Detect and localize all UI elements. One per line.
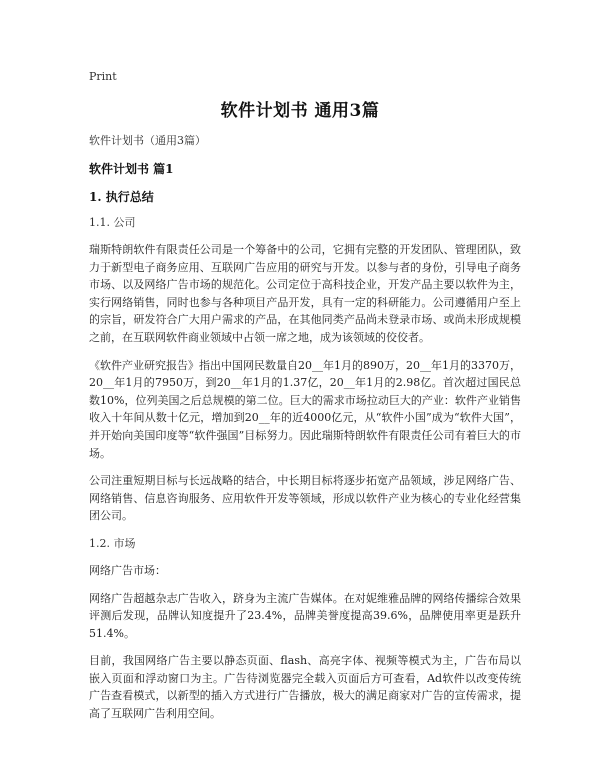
paragraph-industry-report: 《软件产业研究报告》指出中国网民数量自20__年1月的890万，20__年1月的3370万，20__年1月的7950万，到20__年1月的1.37亿，20__年1月的2.98亿。首次超过国民总数10%，位列美国之后总规模的第二位。巨大的需求市场拉动巨大的产业：软件产业销售收入十年间从数十亿元，增加到20__年的近4000亿元，从“软件小国”成为“软件大国”，并开始向美国印度等“软件强国”目标努力。因此瑞斯特朗软件有限责任公司有着巨大的市场。 [89,358,521,460]
document-subtitle: 软件计划书（通用3篇） [89,134,206,147]
paragraph-strategy: 公司注重短期目标与长远战略的结合，中长期目标将逐步拓宽产品领域，涉足网络广告、网络销售、信息咨询服务、应用软件开发等领域，形成以软件产业为核心的专业化经营集团公司。 [89,474,521,523]
paragraph-company: 瑞斯特朗软件有限责任公司是一个筹备中的公司，它拥有完整的开发团队、管理团队，致力于新型电子商务应用、互联网广告应用的研究与开发。以参与者的身份，引导电子商务市场、以及网络广告市场的规范化。公司定位于高科技企业，开发产品主要以软件为主，实行网络销售，同时也参与各种项目产品开发，具有一定的科研能力。公司遵循用户至上的宗旨，研发符合广大用户需求的产品，在其他同类产品尚未登录市场、或尚未形成规模之前，在互联网软件商业领域中占领一席之地，成为该领域的佼佼者。 [89,243,521,344]
print-link[interactable]: Print [89,70,117,83]
heading-market: 1.2. 市场 [89,536,136,550]
document-body [89,132,521,733]
paragraph-ad-income: 网络广告超越杂志广告收入，跻身为主流广告媒体。在对妮维雅品牌的网络传播综合效果评测后发现，品牌认知度提升了23.4%，品牌美誉度提高39.6%，品牌使用率更是跃升51.4%。 [89,591,521,640]
paragraph-ad-market-label: 网络广告市场： [89,563,166,577]
heading-company: 1.1. 公司 [89,216,136,229]
page-title: 软件计划书 通用3篇 [220,101,380,121]
paragraph-ad-forms: 目前，我国网络广告主要以静态页面、flash、高亮字体、视频等模式为主，广告布局以嵌入页面和浮动窗口为主。广告待浏览器完全载入页面后方可查看，Ad软件以改变传统广告查看模式，以新型的插入方式进行广告播放，极大的满足商家对广告的宣传需求，提高了互联网广告利用空间。 [89,654,521,721]
section-heading: 软件计划书 篇1 [89,162,174,176]
heading-executive-summary: 1. 执行总结 [89,190,154,204]
